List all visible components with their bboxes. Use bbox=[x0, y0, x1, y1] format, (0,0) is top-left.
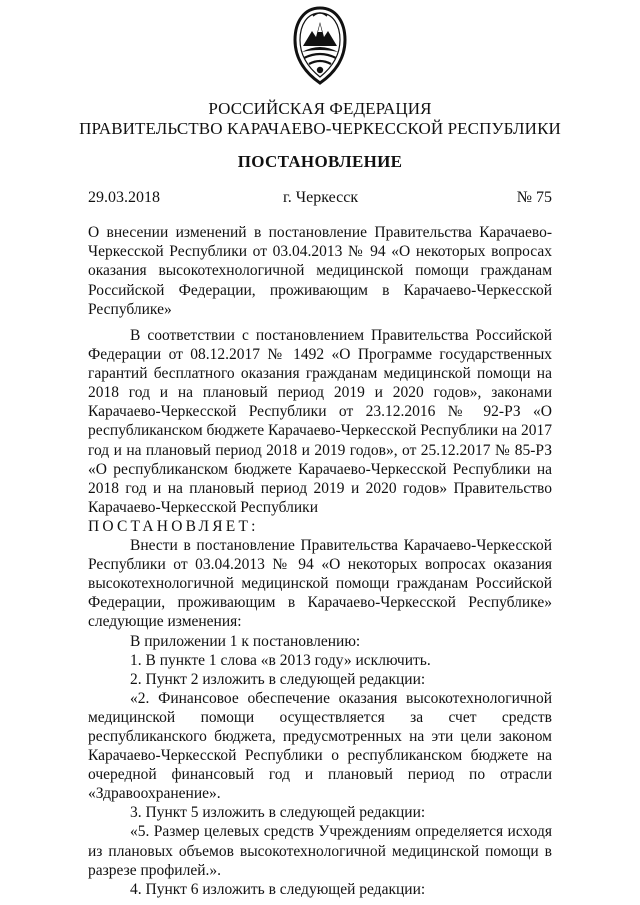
document-number: № 75 bbox=[516, 189, 552, 206]
body-paragraph-2: В приложении 1 к постановлению: bbox=[130, 632, 361, 650]
body-paragraph-5: «2. Финансовое обеспечение оказания высокотехнологичной медицинской помощи осуществляется за счет средств республиканского бюджета, предусмотренных на эти цели законом Карачаево-Черкесской Республики о республиканском бюджете на очередной финансовый год и плановый период по отрасли «Здравоохранение». bbox=[88, 689, 552, 803]
document-body bbox=[88, 326, 552, 899]
document-date: 29.03.2018 bbox=[88, 189, 160, 206]
body-paragraph-6: 3. Пункт 5 изложить в следующей редакции: bbox=[130, 804, 426, 822]
preamble-paragraph: В соответствии с постановлением Правительства Российской Федерации от 08.12.2017 № 1492 «О Программе государственных гарантий бесплатного оказания гражданам медицинской помощи на 2018 год и на плановый период 2019 и 2020 годов», законами Карачаево-Черкесской Республики от 23.12.2016 № 92-РЗ «О республиканском бюджете Карачаево-Черкесской Республики на 2017 год и на плановый период 2018 и 2019 годов», от 25.12.2017 № 85-РЗ «О республиканском бюджете Карачаево-Черкесской Республики на 2018 год и на плановый период 2019 и 2020 годов» Правительство Карачаево-Черкесской Республики bbox=[88, 327, 552, 516]
body-paragraph-7: «5. Размер целевых средств Учреждениям определяется исходя из плановых объемов высокотехнологичной медицинской помощи в разрезе профилей.». bbox=[88, 823, 552, 879]
body-paragraph-1: Внести в постановление Правительства Карачаево-Черкесской Республики от 03.04.2013 № 94 «О некоторых вопросах оказания высокотехнологичной медицинской помощи гражданам Российской Федерации, проживающим в Карачаево-Черкесской Республике» следующие изменения: bbox=[88, 537, 552, 631]
document-city: г. Черкесск bbox=[283, 189, 359, 206]
document-title: ПОСТАНОВЛЕНИЕ bbox=[237, 152, 403, 171]
body-paragraph-8: 4. Пункт 6 изложить в следующей редакции: bbox=[130, 880, 426, 898]
body-paragraph-4: 2. Пункт 2 изложить в следующей редакции: bbox=[130, 670, 426, 688]
body-paragraph-3: 1. В пункте 1 слова «в 2013 году» исключить. bbox=[130, 651, 431, 669]
coat-of-arms-emblem bbox=[293, 6, 347, 86]
header-country: РОССИЙСКАЯ ФЕДЕРАЦИЯ bbox=[208, 99, 432, 118]
document-subject: О внесении изменений в постановление Правительства Карачаево-Черкесской Республики от 03.04.2013 № 94 «О некоторых вопросах оказания высокотехнологичной медицинской помощи гражданам Российской Федерации, проживающим в Карачаево-Черкесской Республике» bbox=[88, 224, 552, 318]
header-government: ПРАВИТЕЛЬСТВО КАРАЧАЕВО-ЧЕРКЕССКОЙ РЕСПУБЛИКИ bbox=[79, 119, 561, 138]
decree-word: ПОСТАНОВЛЯЕТ: bbox=[88, 517, 259, 535]
